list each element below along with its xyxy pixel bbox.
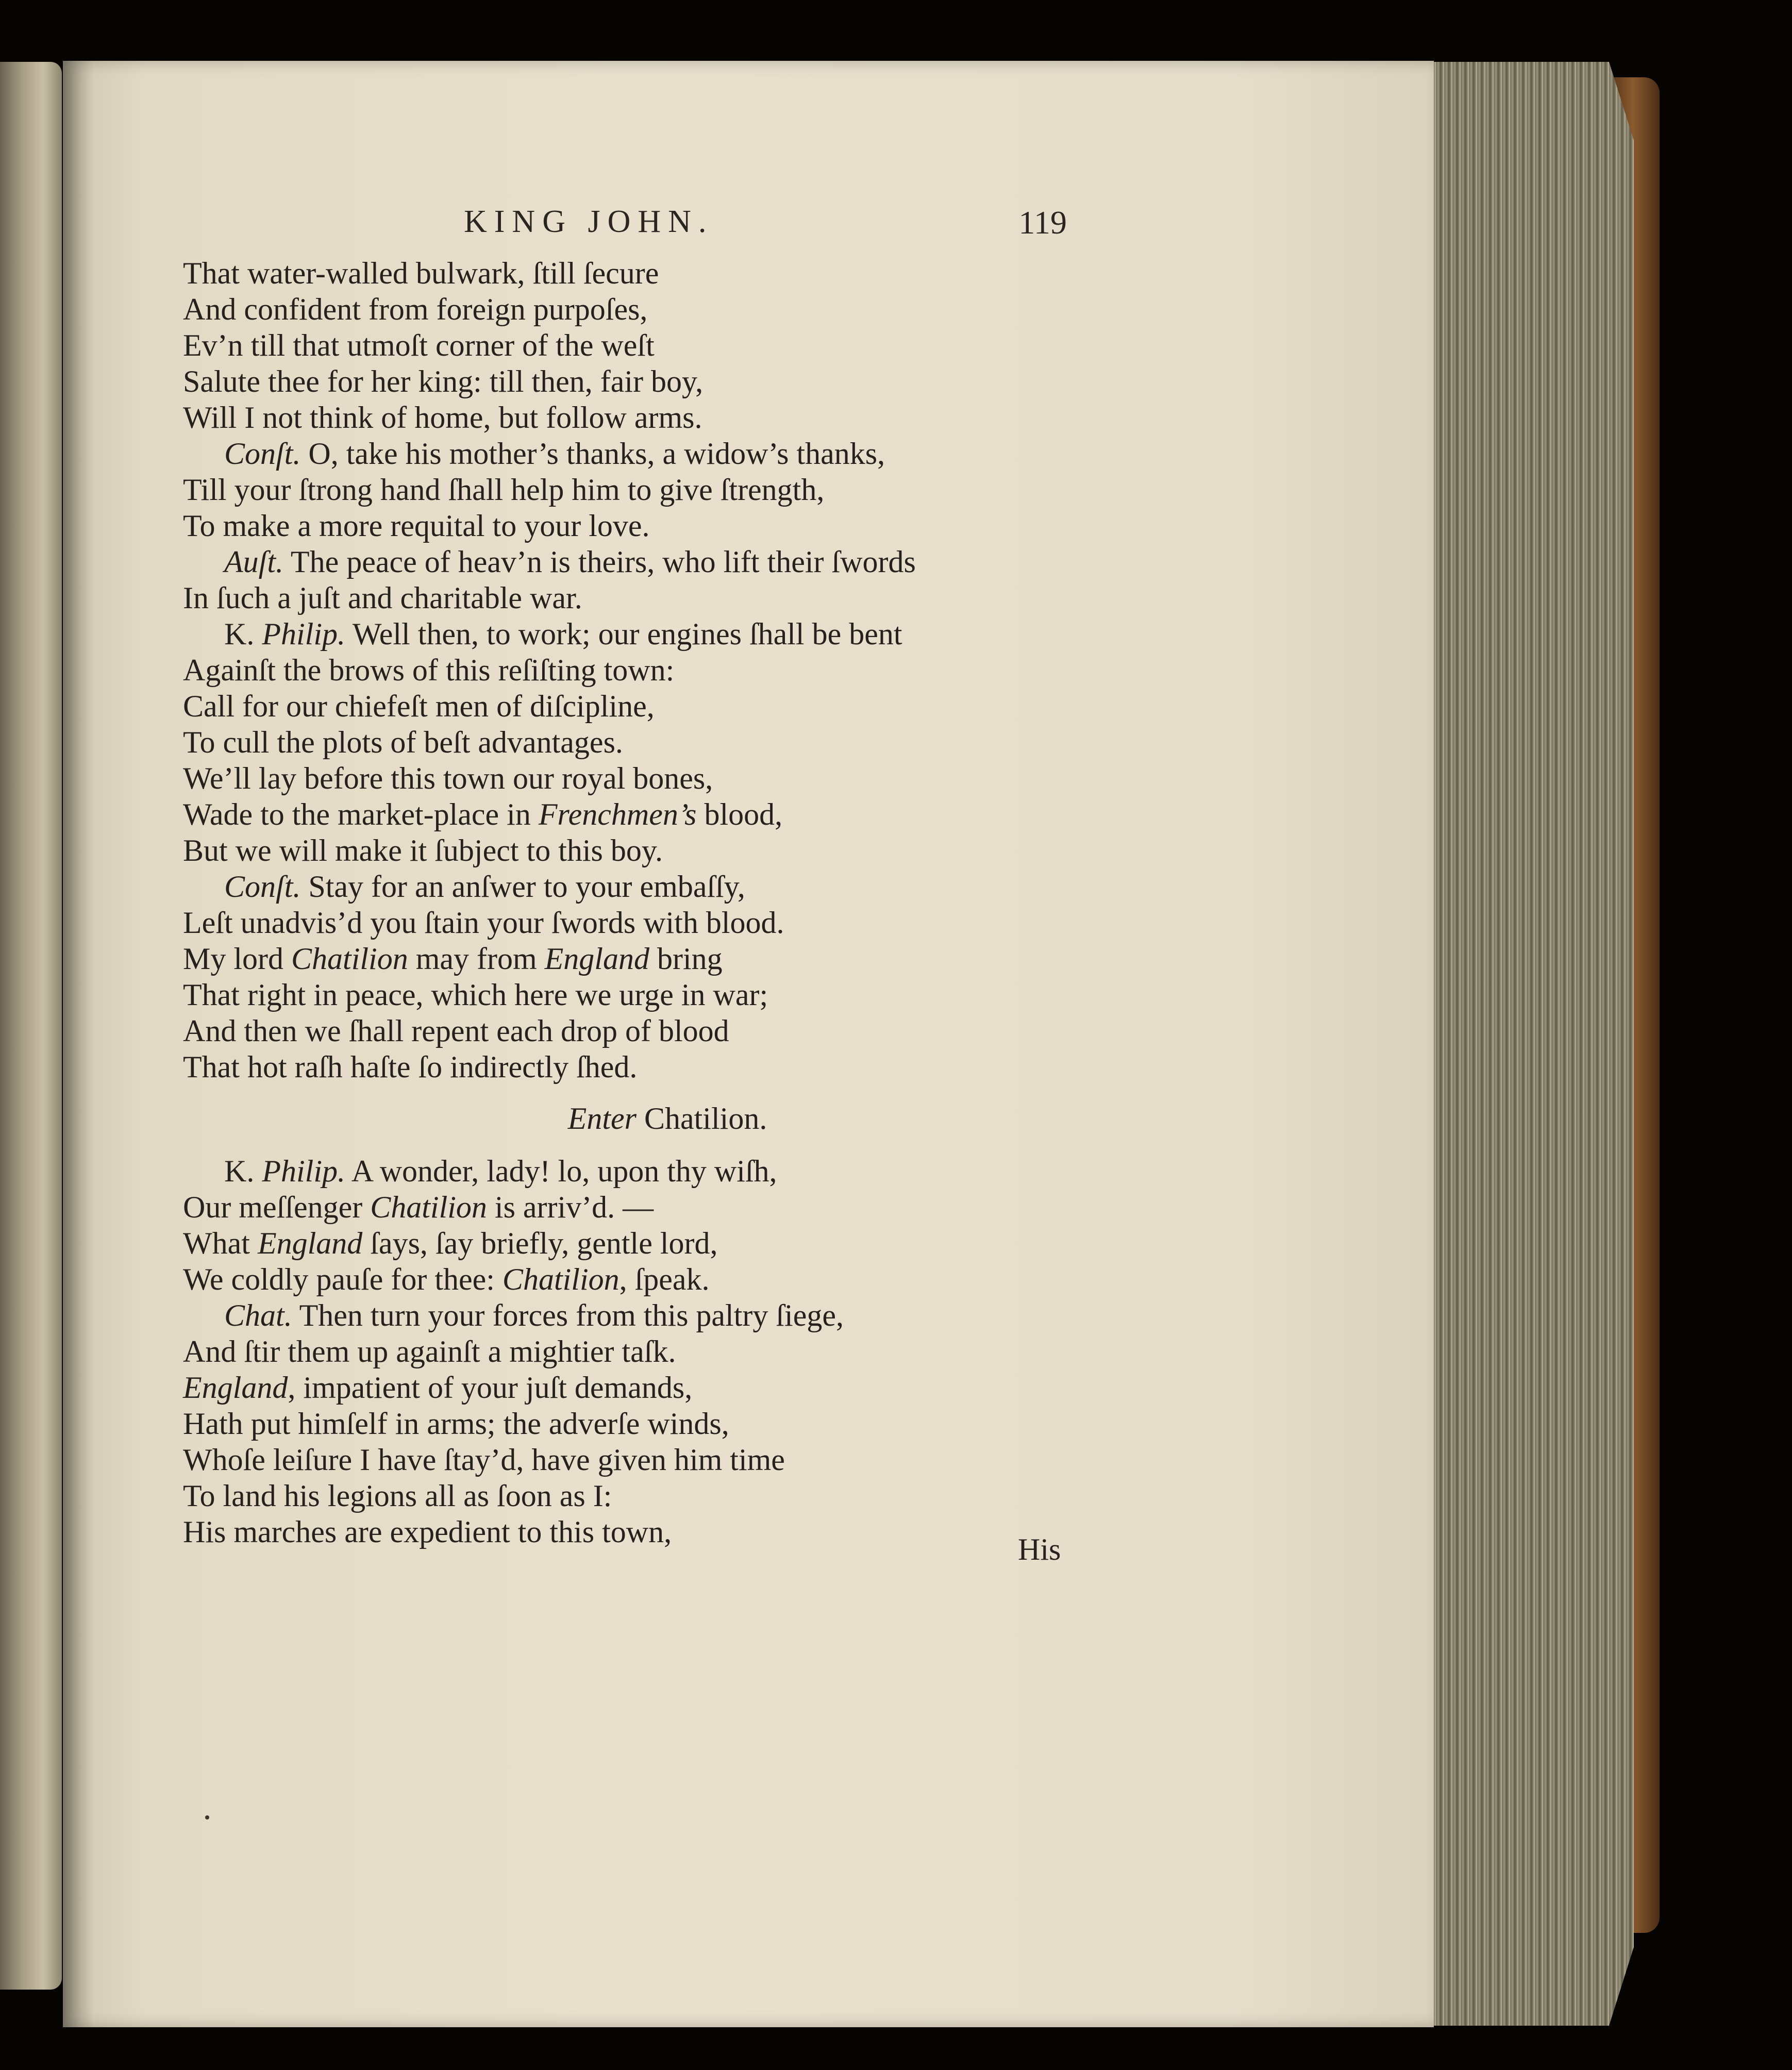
speaker-name: Conſt. — [224, 437, 301, 471]
stage-direction — [183, 1100, 1069, 1137]
text-run: , impatient of your juſt demands, — [288, 1371, 693, 1405]
speech-text: The peace of heav’n is theirs, who lift their ſwords — [283, 545, 916, 579]
text-run: blood, — [696, 797, 783, 831]
play-text — [183, 255, 1069, 1550]
verse-line — [183, 1370, 1069, 1406]
italic-run: England — [183, 1371, 288, 1405]
italic-run: England — [257, 1226, 363, 1260]
verse-line: Whoſe leiſure I have ſtay’d, have given him time — [183, 1443, 785, 1477]
verse-line: That right in peace, which here we urge in war; — [183, 978, 768, 1012]
speech-line — [183, 869, 1069, 905]
stage-direction-name: Chatilion. — [636, 1101, 767, 1136]
italic-run: Frenchmen’s — [538, 797, 697, 831]
text-run: We coldly pauſe for thee: — [183, 1262, 503, 1296]
verse-line: To make a more requital to your love. — [183, 509, 650, 543]
verse-line: Leſt unadvis’d you ſtain your ſwords with blood. — [183, 906, 784, 940]
speaker-prefix: K. — [224, 1154, 262, 1188]
verse-line — [183, 1225, 1069, 1261]
verse-line: Till your ſtrong hand ſhall help him to give ſtrength, — [183, 473, 825, 507]
speaker-name: Conſt. — [224, 870, 301, 904]
speech-line — [183, 436, 1069, 472]
speech-text: O, take his mother’s thanks, a widow’s thanks, — [300, 437, 885, 471]
text-run: , ſpeak. — [619, 1262, 710, 1296]
verse-line: And then we ſhall repent each drop of blood — [183, 1014, 729, 1048]
verse-line: Hath put himſelf in arms; the adverſe winds, — [183, 1407, 729, 1441]
verse-line — [183, 796, 1069, 832]
italic-run: Chatilion — [502, 1262, 619, 1296]
verse-line: That hot raſh haſte ſo indirectly ſhed. — [183, 1050, 638, 1084]
speech-line — [183, 544, 1069, 580]
speaker-name: Philip. — [262, 1154, 346, 1188]
verse-line — [183, 1261, 1069, 1297]
gutter-shadow — [63, 61, 94, 2027]
verse-line: But we will make it ſubject to this boy. — [183, 833, 663, 867]
speaker-prefix: K. — [224, 617, 262, 651]
text-run: My lord — [183, 942, 291, 976]
speech-text: Stay for an anſwer to your embaſſy, — [300, 870, 745, 904]
italic-run: Chatilion — [291, 942, 408, 976]
verse-line: Againſt the brows of this reſiſting town: — [183, 653, 675, 687]
verse-line: Call for our chiefeſt men of diſcipline, — [183, 689, 655, 723]
verse-line: We’ll lay before this town our royal bones, — [183, 761, 713, 795]
text-run: bring — [649, 942, 723, 976]
text-run: is arriv’d. — — [487, 1190, 654, 1224]
italic-run: England — [544, 942, 649, 976]
speech-line — [183, 1297, 1069, 1333]
page-number: 119 — [1018, 204, 1067, 241]
verse-line: Will I not think of home, but follow arms. — [183, 400, 702, 435]
speech-text: Well then, to work; our engines ſhall be bent — [345, 617, 902, 651]
catchword: His — [1018, 1532, 1061, 1566]
verse-line: In ſuch a juſt and charitable war. — [183, 581, 582, 615]
text-run: Wade to the market-place in — [183, 797, 539, 831]
verse-line: And confident from foreign purpoſes, — [183, 292, 648, 326]
verse-line — [183, 941, 1069, 977]
text-run: Our meſſenger — [183, 1190, 371, 1224]
speech-text: A wonder, lady! lo, upon thy wiſh, — [345, 1154, 777, 1188]
speech-line — [183, 616, 1069, 652]
ink-speck — [205, 1815, 209, 1819]
verse-line: That water-walled bulwark, ſtill ſecure — [183, 256, 659, 290]
stage-direction-enter: Enter — [567, 1101, 637, 1136]
text-run: may from — [408, 942, 545, 976]
left-page-edge — [0, 62, 62, 1990]
verse-line: Salute thee for her king: till then, fair boy, — [183, 364, 704, 398]
speaker-name: Auſt. — [224, 545, 283, 579]
page-block-fore-edge — [1428, 62, 1634, 2026]
text-run: ſays, ſay briefly, gentle lord, — [362, 1226, 718, 1260]
verse-line: To cull the plots of beſt advantages. — [183, 725, 623, 759]
verse-line — [183, 1189, 1069, 1225]
speech-line — [183, 1153, 1069, 1189]
speaker-name: Philip. — [262, 617, 346, 651]
verse-line: His marches are expedient to this town, — [183, 1515, 672, 1549]
text-run: What — [183, 1226, 258, 1260]
verse-line: And ſtir them up againſt a mightier taſk. — [183, 1334, 676, 1368]
speech-text: Then turn your forces from this paltry ſiege, — [292, 1298, 844, 1332]
verse-line: To land his legions all as ſoon as I: — [183, 1479, 612, 1513]
running-head: KING JOHN. — [464, 204, 714, 239]
page-header — [464, 204, 1067, 245]
italic-run: Chatilion — [370, 1190, 487, 1224]
speaker-name: Chat. — [224, 1298, 292, 1332]
verse-line: Ev’n till that utmoſt corner of the weſt — [183, 328, 655, 362]
